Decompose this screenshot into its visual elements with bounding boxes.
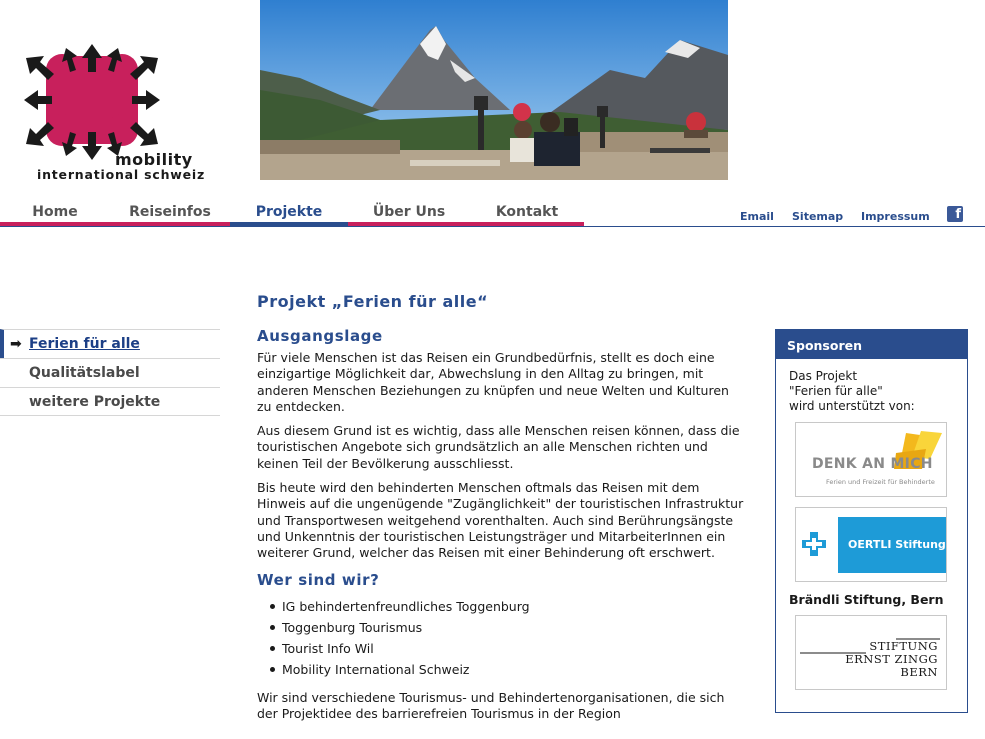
paragraph: Wir sind verschiedene Tourismus- und Behindertenorganisationen, die sich der Projektidee des barrierefreien Tourismus in der Region	[257, 689, 725, 721]
side-item-qualitaetslabel[interactable]	[0, 358, 220, 387]
nav-kontakt-label: Kontakt	[495, 204, 559, 220]
nav-ueber-uns-label: Über Uns	[372, 204, 446, 220]
sponsors-intro-line: Das Projekt	[789, 369, 858, 383]
nav-divider	[0, 226, 985, 227]
nav-kontakt[interactable]	[470, 204, 584, 226]
logo-name-line1: mobility	[115, 150, 193, 169]
list-item: Toggenburg Tourismus	[257, 617, 747, 638]
section-title-wer-sind-wir: Wer sind wir?	[257, 570, 380, 589]
side-item-ferien-fuer-alle[interactable]	[0, 329, 220, 358]
side-item-label: Ferien für alle	[29, 336, 140, 352]
zingg-line: BERN	[900, 665, 938, 679]
members-list	[257, 596, 747, 680]
side-item-label: weitere Projekte	[29, 394, 161, 410]
list-item: Tourist Info Wil	[257, 638, 747, 659]
sponsors-heading: Sponsoren	[776, 330, 967, 359]
oertli-cross-icon	[796, 508, 836, 581]
nav-reiseinfos[interactable]	[110, 204, 230, 226]
nav-projekte-label: Projekte	[255, 204, 323, 220]
paragraph: Aus diesem Grund ist es wichtig, dass alle Menschen reisen können, dass die touristischen Angebote sich grundsätzlich an alle Menschen richten und keinen Teil der Bevölkerung ausschliesst.	[257, 423, 740, 471]
side-item-label: Qualitätslabel	[29, 365, 140, 381]
nav-reiseinfos-label: Reiseinfos	[129, 204, 211, 220]
nav-projekte[interactable]	[230, 204, 348, 226]
sponsors-intro-line: "Ferien für alle"	[789, 384, 883, 398]
sponsors-intro-line: wird unterstützt von:	[789, 399, 915, 413]
facebook-icon[interactable]: f	[947, 206, 963, 222]
page-title: Projekt „Ferien für alle“	[257, 292, 489, 311]
paragraph: Für viele Menschen ist das Reisen ein Grundbedürfnis, stellt es doch eine einzigartige Möglichkeit dar, Abwechslung in den Alltag zu bringen, mit anderen Menschen Beziehungen zu knüpfen und neue Welten und Kulturen zu entdecken.	[257, 350, 729, 414]
list-item: Mobility International Schweiz	[257, 659, 747, 680]
sponsor-logo-ernst-zingg[interactable]	[795, 615, 947, 690]
zingg-rule-icon	[796, 616, 946, 689]
hero-image	[260, 0, 728, 180]
sponsors-intro	[776, 359, 967, 414]
section-title-ausgangslage: Ausgangslage	[257, 327, 383, 345]
sitemap-link[interactable]: Sitemap	[792, 210, 844, 223]
zingg-line: ERNST ZINGG	[845, 652, 938, 666]
nav-home[interactable]	[0, 204, 110, 226]
nav-home-label: Home	[32, 204, 78, 220]
sponsors-box	[775, 329, 968, 713]
logo-name-line2: international schweiz	[37, 167, 206, 182]
sponsor-logo-oertli[interactable]	[795, 507, 947, 582]
zingg-line: STIFTUNG	[869, 639, 938, 653]
sponsor-logo-denk-an-mich[interactable]	[795, 422, 947, 497]
denk-an-mich-name: DENK AN MICH	[812, 456, 933, 472]
email-link[interactable]: Email	[740, 210, 774, 223]
side-nav	[0, 329, 220, 416]
nav-ueber-uns[interactable]	[348, 204, 470, 226]
arrow-right-icon: ➡	[10, 336, 22, 352]
impressum-link[interactable]: Impressum	[861, 210, 930, 223]
oertli-name: OERTLI Stiftung	[838, 517, 946, 573]
paragraph: Bis heute wird den behinderten Menschen oftmals das Reisen mit dem Hinweis auf die ungenügende "Zugänglichkeit" der touristischen Infrastruktur und Transportwesen weitgehend vorenthalten. Auch sind Berührungsängste und Unkenntnis der touristischen Leistungsträger und MitarbeiterInnen ein weiterer Grund, welcher das Reisen mit einer Behinderung oft erschwert.	[257, 480, 744, 561]
main-content	[257, 290, 747, 730]
denk-an-mich-tagline: Ferien und Freizeit für Behinderte	[826, 478, 935, 486]
side-item-weitere-projekte[interactable]	[0, 387, 220, 416]
sponsor-braendli: Brändli Stiftung, Bern	[789, 592, 944, 607]
list-item: IG behindertenfreundliches Toggenburg	[257, 596, 747, 617]
